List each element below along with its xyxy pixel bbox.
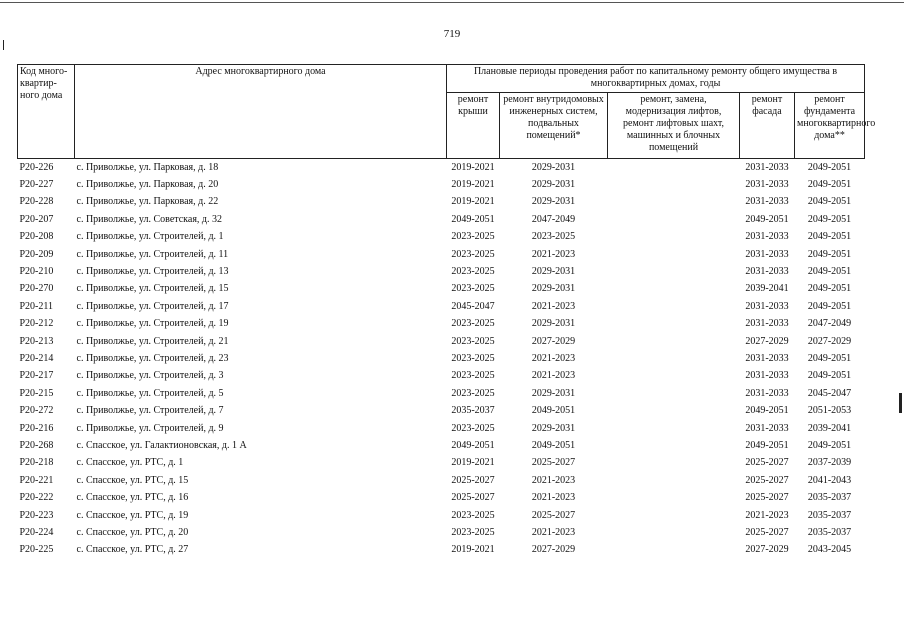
- table-row: [18, 298, 865, 315]
- row-foundation-period: 2043-2045: [807, 544, 852, 556]
- row-engineering-period: 2049-2051: [531, 405, 576, 417]
- row-code: Р20-208: [19, 231, 54, 243]
- row-facade-period: 2031-2033: [745, 248, 789, 260]
- row-foundation-period: 2037-2039: [807, 457, 852, 469]
- row-facade-period: 2031-2033: [745, 231, 789, 243]
- row-code: Р20-211: [19, 300, 54, 312]
- table-row: [18, 402, 865, 419]
- row-code: Р20-228: [19, 196, 54, 208]
- row-facade-period: 2031-2033: [745, 422, 789, 434]
- row-address: с. Приволжье, ул. Советская, д. 32: [76, 213, 223, 225]
- row-foundation-period: 2049-2051: [807, 213, 852, 225]
- row-code: Р20-223: [19, 509, 54, 521]
- scan-mark-right: [899, 393, 902, 413]
- row-elevators-period: [608, 263, 740, 280]
- row-elevators-period: [608, 368, 740, 385]
- row-engineering-period: 2029-2031: [531, 422, 576, 434]
- row-address: с. Приволжье, ул. Строителей, д. 5: [76, 387, 224, 399]
- row-roof-period: 2023-2025: [451, 422, 495, 434]
- row-address: с. Приволжье, ул. Строителей, д. 15: [76, 283, 229, 295]
- row-engineering-period: 2027-2029: [531, 544, 576, 556]
- row-roof-period: 2023-2025: [451, 266, 495, 278]
- row-engineering-period: 2029-2031: [531, 161, 576, 173]
- row-code: Р20-268: [19, 439, 54, 451]
- row-roof-period: 2023-2025: [451, 318, 495, 330]
- row-facade-period: 2025-2027: [745, 457, 789, 469]
- row-elevators-period: [608, 420, 740, 437]
- row-roof-period: 2049-2051: [451, 213, 495, 225]
- row-engineering-period: 2021-2023: [531, 370, 576, 382]
- row-address: с. Спасское, ул. РТС, д. 20: [76, 526, 189, 538]
- row-engineering-period: 2021-2023: [531, 526, 576, 538]
- row-facade-period: 2031-2033: [745, 161, 789, 173]
- row-engineering-period: 2021-2023: [531, 352, 576, 364]
- header-roof: ремонт крыши: [447, 93, 500, 159]
- row-code: Р20-212: [19, 318, 54, 330]
- row-address: с. Приволжье, ул. Строителей, д. 1: [76, 231, 224, 243]
- row-foundation-period: 2049-2051: [807, 300, 852, 312]
- row-address: с. Приволжье, ул. Строителей, д. 11: [76, 248, 229, 260]
- table-row: [18, 176, 865, 193]
- row-code: Р20-222: [19, 492, 54, 504]
- table-body: [18, 159, 865, 559]
- row-code: Р20-210: [19, 266, 54, 278]
- row-facade-period: 2031-2033: [745, 370, 789, 382]
- table-row: [18, 385, 865, 402]
- row-facade-period: 2021-2023: [745, 509, 789, 521]
- row-foundation-period: 2049-2051: [807, 370, 852, 382]
- row-elevators-period: [608, 507, 740, 524]
- table-row: [18, 246, 865, 263]
- row-roof-period: 2023-2025: [451, 231, 495, 243]
- row-elevators-period: [608, 524, 740, 541]
- page-number: 719: [443, 28, 461, 40]
- row-roof-period: 2045-2047: [451, 300, 495, 312]
- table-row: [18, 489, 865, 506]
- row-elevators-period: [608, 333, 740, 350]
- row-elevators-period: [608, 229, 740, 246]
- table-row: [18, 472, 865, 489]
- row-code: Р20-218: [19, 457, 54, 469]
- row-address: с. Спасское, ул. Галактионовская, д. 1 А: [76, 439, 247, 451]
- row-foundation-period: 2049-2051: [807, 231, 852, 243]
- row-code: Р20-225: [19, 544, 54, 556]
- row-engineering-period: 2029-2031: [531, 196, 576, 208]
- row-foundation-period: 2035-2037: [807, 526, 852, 538]
- row-code: Р20-270: [19, 283, 54, 295]
- row-elevators-period: [608, 542, 740, 559]
- row-facade-period: 2049-2051: [745, 405, 789, 417]
- row-code: Р20-272: [19, 405, 54, 417]
- table-row: [18, 159, 865, 177]
- row-foundation-period: 2035-2037: [807, 492, 852, 504]
- row-engineering-period: 2021-2023: [531, 300, 576, 312]
- row-address: с. Приволжье, ул. Строителей, д. 23: [76, 352, 229, 364]
- row-foundation-period: 2049-2051: [807, 283, 852, 295]
- row-engineering-period: 2029-2031: [531, 266, 576, 278]
- row-address: с. Приволжье, ул. Строителей, д. 7: [76, 405, 224, 417]
- row-facade-period: 2031-2033: [745, 179, 789, 191]
- table-row: [18, 229, 865, 246]
- row-elevators-period: [608, 281, 740, 298]
- row-engineering-period: 2023-2025: [531, 231, 576, 243]
- row-facade-period: 2027-2029: [745, 335, 789, 347]
- header-address: Адрес многоквартирного дома: [75, 65, 447, 159]
- row-address: с. Приволжье, ул. Строителей, д. 17: [76, 300, 229, 312]
- row-address: с. Приволжье, ул. Строителей, д. 19: [76, 318, 229, 330]
- row-address: с. Спасское, ул. РТС, д. 16: [76, 492, 189, 504]
- row-facade-period: 2027-2029: [745, 544, 789, 556]
- row-elevators-period: [608, 472, 740, 489]
- row-engineering-period: 2047-2049: [531, 213, 576, 225]
- row-address: с. Приволжье, ул. Парковая, д. 22: [76, 196, 219, 208]
- row-foundation-period: 2039-2041: [807, 422, 852, 434]
- table-row: [18, 316, 865, 333]
- row-code: Р20-227: [19, 179, 54, 191]
- row-foundation-period: 2049-2051: [807, 161, 852, 173]
- row-roof-period: 2023-2025: [451, 509, 495, 521]
- row-engineering-period: 2021-2023: [531, 474, 576, 486]
- row-code: Р20-213: [19, 335, 54, 347]
- row-engineering-period: 2025-2027: [531, 457, 576, 469]
- row-elevators-period: [608, 211, 740, 228]
- row-engineering-period: 2029-2031: [531, 179, 576, 191]
- row-engineering-period: 2027-2029: [531, 335, 576, 347]
- table-row: [18, 333, 865, 350]
- capital-repair-schedule-table: [17, 64, 876, 559]
- row-foundation-period: 2027-2029: [807, 335, 852, 347]
- row-code: Р20-209: [19, 248, 54, 260]
- row-facade-period: 2031-2033: [745, 300, 789, 312]
- row-roof-period: 2023-2025: [451, 387, 495, 399]
- row-roof-period: 2023-2025: [451, 352, 495, 364]
- row-roof-period: 2023-2025: [451, 283, 495, 295]
- row-code: Р20-215: [19, 387, 54, 399]
- row-facade-period: 2049-2051: [745, 213, 789, 225]
- table-row: [18, 263, 865, 280]
- row-foundation-period: 2049-2051: [807, 179, 852, 191]
- row-elevators-period: [608, 159, 740, 177]
- row-engineering-period: 2029-2031: [531, 283, 576, 295]
- row-foundation-period: 2047-2049: [807, 318, 852, 330]
- row-foundation-period: 2041-2043: [807, 474, 852, 486]
- row-roof-period: 2019-2021: [451, 457, 495, 469]
- row-elevators-period: [608, 402, 740, 419]
- row-elevators-period: [608, 350, 740, 367]
- row-elevators-period: [608, 437, 740, 454]
- table-row: [18, 350, 865, 367]
- row-address: с. Приволжье, ул. Строителей, д. 9: [76, 422, 224, 434]
- row-roof-period: 2019-2021: [451, 544, 495, 556]
- header-engineering: ремонт внутридомовых инженерных систем, подвальных помещений*: [500, 93, 608, 159]
- row-elevators-period: [608, 489, 740, 506]
- table-row: [18, 507, 865, 524]
- row-foundation-period: 2049-2051: [807, 439, 852, 451]
- header-elevators: ремонт, замена, модернизация лифтов, ремонт лифтовых шахт, машинных и блочных помещений: [608, 93, 740, 159]
- header-facade: ремонт фасада: [740, 93, 795, 159]
- row-address: с. Спасское, ул. РТС, д. 1: [76, 457, 184, 469]
- row-foundation-period: 2035-2037: [807, 509, 852, 521]
- row-foundation-period: 2049-2051: [807, 248, 852, 260]
- row-roof-period: 2019-2021: [451, 196, 495, 208]
- row-engineering-period: 2029-2031: [531, 387, 576, 399]
- row-code: Р20-226: [19, 161, 54, 173]
- row-facade-period: 2031-2033: [745, 352, 789, 364]
- row-roof-period: 2035-2037: [451, 405, 495, 417]
- row-code: Р20-207: [19, 213, 54, 225]
- row-roof-period: 2025-2027: [451, 474, 495, 486]
- table-row: [18, 368, 865, 385]
- row-roof-period: 2023-2025: [451, 248, 495, 260]
- row-code: Р20-214: [19, 352, 54, 364]
- row-facade-period: 2025-2027: [745, 492, 789, 504]
- row-facade-period: 2025-2027: [745, 474, 789, 486]
- table-row: [18, 281, 865, 298]
- row-facade-period: 2031-2033: [745, 266, 789, 278]
- row-foundation-period: 2049-2051: [807, 352, 852, 364]
- row-elevators-period: [608, 316, 740, 333]
- row-facade-period: 2031-2033: [745, 318, 789, 330]
- header-periods-group: Плановые периоды проведения работ по капитальному ремонту общего имущества в многоквартирных домах, годы: [447, 65, 865, 93]
- table-row: [18, 211, 865, 228]
- row-foundation-period: 2051-2053: [807, 405, 852, 417]
- row-engineering-period: 2021-2023: [531, 248, 576, 260]
- row-address: с. Приволжье, ул. Строителей, д. 21: [76, 335, 229, 347]
- row-roof-period: 2049-2051: [451, 439, 495, 451]
- table-row: [18, 194, 865, 211]
- row-foundation-period: 2049-2051: [807, 266, 852, 278]
- row-address: с. Спасское, ул. РТС, д. 27: [76, 544, 189, 556]
- row-facade-period: 2025-2027: [745, 526, 789, 538]
- row-elevators-period: [608, 176, 740, 193]
- row-code: Р20-216: [19, 422, 54, 434]
- row-roof-period: 2023-2025: [451, 335, 495, 347]
- row-engineering-period: 2021-2023: [531, 492, 576, 504]
- row-engineering-period: 2049-2051: [531, 439, 576, 451]
- row-engineering-period: 2029-2031: [531, 318, 576, 330]
- row-roof-period: 2023-2025: [451, 526, 495, 538]
- row-elevators-period: [608, 194, 740, 211]
- row-address: с. Приволжье, ул. Строителей, д. 3: [76, 370, 224, 382]
- table-row: [18, 420, 865, 437]
- row-foundation-period: 2045-2047: [807, 387, 852, 399]
- row-facade-period: 2031-2033: [745, 196, 789, 208]
- row-code: Р20-221: [19, 474, 54, 486]
- row-engineering-period: 2025-2027: [531, 509, 576, 521]
- header-foundation: ремонт фундамента многоквартирного дома**: [795, 93, 865, 159]
- row-address: с. Спасское, ул. РТС, д. 15: [76, 474, 189, 486]
- table-row: [18, 455, 865, 472]
- row-address: с. Приволжье, ул. Парковая, д. 18: [76, 161, 219, 173]
- row-roof-period: 2019-2021: [451, 161, 495, 173]
- row-facade-period: 2039-2041: [745, 283, 789, 295]
- row-elevators-period: [608, 385, 740, 402]
- table-row: [18, 437, 865, 454]
- table-row: [18, 542, 865, 559]
- top-rule: [0, 2, 904, 3]
- row-address: с. Приволжье, ул. Строителей, д. 13: [76, 266, 229, 278]
- row-elevators-period: [608, 455, 740, 472]
- row-code: Р20-217: [19, 370, 54, 382]
- row-code: Р20-224: [19, 526, 54, 538]
- row-facade-period: 2049-2051: [745, 439, 789, 451]
- row-foundation-period: 2049-2051: [807, 196, 852, 208]
- header-code: Код много-квартир-ного дома: [18, 65, 75, 159]
- table-row: [18, 524, 865, 541]
- row-elevators-period: [608, 246, 740, 263]
- row-facade-period: 2031-2033: [745, 387, 789, 399]
- scan-mark-left: [3, 40, 4, 50]
- row-roof-period: 2019-2021: [451, 179, 495, 191]
- row-roof-period: 2023-2025: [451, 370, 495, 382]
- row-roof-period: 2025-2027: [451, 492, 495, 504]
- row-address: с. Спасское, ул. РТС, д. 19: [76, 509, 189, 521]
- row-address: с. Приволжье, ул. Парковая, д. 20: [76, 179, 219, 191]
- row-elevators-period: [608, 298, 740, 315]
